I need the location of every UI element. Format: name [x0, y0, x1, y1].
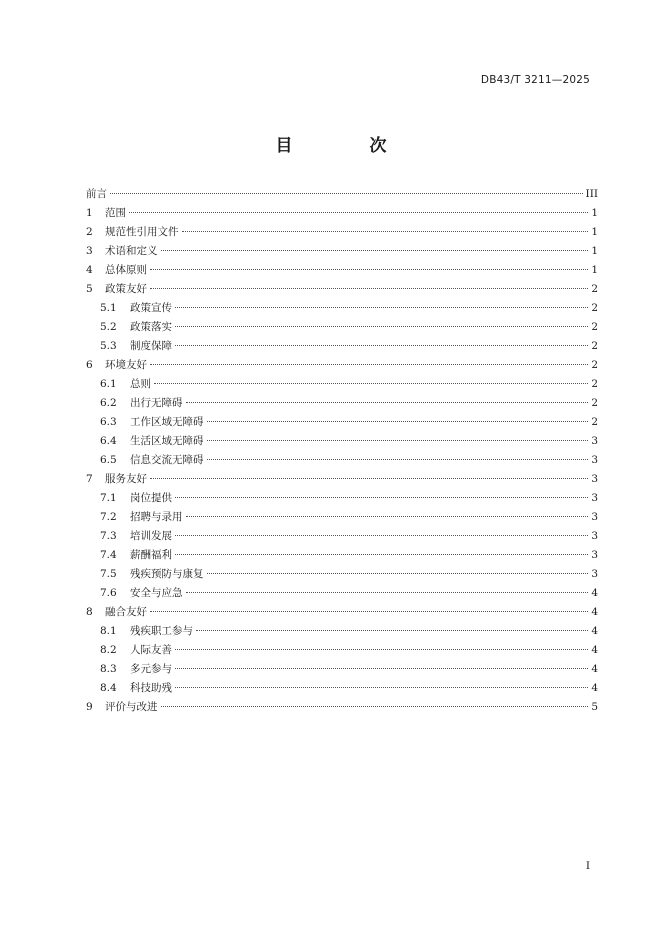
toc-entry-label: 多元参与	[130, 663, 172, 675]
toc-entry-number: 8	[86, 606, 93, 618]
toc-entry-label: 政策宣传	[130, 302, 172, 314]
toc-entry[interactable]	[86, 337, 598, 356]
toc-entry[interactable]	[86, 660, 598, 679]
toc-entry[interactable]	[86, 223, 598, 242]
dot-leader	[207, 458, 589, 460]
dot-leader	[154, 382, 588, 384]
toc-entry-number: 7.3	[100, 530, 117, 542]
toc-entry-number: 1	[86, 207, 93, 219]
dot-leader	[150, 610, 588, 612]
toc-entry[interactable]	[86, 698, 598, 717]
toc-entry-label: 薪酬福利	[130, 549, 172, 561]
page-title: 目 次	[275, 136, 417, 156]
toc-entry-page: 3	[591, 473, 598, 485]
toc-entry[interactable]	[86, 356, 598, 375]
toc-entry-number: 5.2	[100, 321, 117, 333]
toc-entry-page: 2	[591, 340, 598, 352]
toc-entry-page: 4	[591, 663, 598, 675]
table-of-contents	[86, 185, 598, 717]
toc-entry-page: 3	[591, 568, 598, 580]
toc-entry[interactable]	[86, 185, 598, 204]
toc-entry-page: 3	[591, 511, 598, 523]
dot-leader	[207, 420, 589, 422]
toc-entry-number: 5.1	[100, 302, 117, 314]
toc-entry[interactable]	[86, 394, 598, 413]
dot-leader	[175, 553, 588, 555]
toc-entry[interactable]	[86, 261, 598, 280]
toc-entry-page: 2	[591, 378, 598, 390]
toc-entry[interactable]	[86, 565, 598, 584]
toc-entry[interactable]	[86, 204, 598, 223]
toc-entry[interactable]	[86, 318, 598, 337]
toc-entry-page: 1	[591, 207, 598, 219]
toc-entry-number: 8.1	[100, 625, 117, 637]
toc-entry[interactable]	[86, 299, 598, 318]
toc-entry[interactable]	[86, 280, 598, 299]
toc-entry[interactable]	[86, 527, 598, 546]
dot-leader	[150, 268, 588, 270]
toc-entry-number: 5	[86, 283, 93, 295]
dot-leader	[175, 534, 588, 536]
toc-entry-page: 1	[591, 226, 598, 238]
dot-leader	[175, 325, 588, 327]
toc-entry-label: 科技助残	[130, 682, 172, 694]
toc-entry-label: 融合友好	[105, 606, 147, 618]
toc-entry-page: 2	[591, 359, 598, 371]
dot-leader	[175, 686, 588, 688]
dot-leader	[175, 667, 588, 669]
dot-leader	[196, 629, 588, 631]
toc-entry-page: 3	[591, 454, 598, 466]
toc-entry-number: 7.1	[100, 492, 117, 504]
toc-entry-label: 术语和定义	[105, 245, 158, 257]
toc-entry[interactable]	[86, 432, 598, 451]
toc-entry[interactable]	[86, 375, 598, 394]
toc-entry-page: 3	[591, 549, 598, 561]
dot-leader	[161, 249, 589, 251]
toc-entry-label: 评价与改进	[105, 701, 158, 713]
toc-entry-number: 9	[86, 701, 93, 713]
toc-entry-label: 政策友好	[105, 283, 147, 295]
toc-entry-page: 4	[591, 606, 598, 618]
toc-entry-page: 5	[591, 701, 598, 713]
toc-entry-label: 信息交流无障碍	[130, 454, 204, 466]
toc-entry-number: 7	[86, 473, 93, 485]
toc-entry-number: 7.6	[100, 587, 117, 599]
toc-entry-number: 4	[86, 264, 93, 276]
dot-leader	[175, 306, 588, 308]
toc-entry-page: 2	[591, 302, 598, 314]
toc-entry-label: 服务友好	[105, 473, 147, 485]
toc-entry[interactable]	[86, 603, 598, 622]
toc-entry-page: 1	[591, 264, 598, 276]
toc-entry-number: 6.5	[100, 454, 117, 466]
toc-entry-number: 6	[86, 359, 93, 371]
toc-entry-label: 岗位提供	[130, 492, 172, 504]
toc-entry-page: 4	[591, 682, 598, 694]
toc-entry[interactable]	[86, 470, 598, 489]
toc-entry-page: 4	[591, 587, 598, 599]
toc-entry-number: 5.3	[100, 340, 117, 352]
dot-leader	[161, 705, 589, 707]
dot-leader	[207, 439, 589, 441]
toc-entry-number: 6.3	[100, 416, 117, 428]
toc-entry-label: 残疾职工参与	[130, 625, 193, 637]
toc-entry[interactable]	[86, 546, 598, 565]
toc-entry-number: 7.5	[100, 568, 117, 580]
toc-entry-label: 环境友好	[105, 359, 147, 371]
toc-entry-page: 2	[591, 397, 598, 409]
toc-entry-label: 政策落实	[130, 321, 172, 333]
toc-entry-label: 总体原则	[105, 264, 147, 276]
dot-leader	[182, 230, 589, 232]
toc-entry-label: 工作区域无障碍	[130, 416, 204, 428]
toc-entry-label: 总则	[130, 378, 151, 390]
dot-leader	[186, 401, 589, 403]
dot-leader	[110, 192, 583, 194]
toc-entry-page: 2	[591, 321, 598, 333]
document-code: DB43/T 3211—2025	[480, 74, 590, 86]
toc-entry-label: 培训发展	[130, 530, 172, 542]
toc-entry-label: 人际友善	[130, 644, 172, 656]
toc-entry-label: 规范性引用文件	[105, 226, 179, 238]
toc-entry-label: 招聘与录用	[130, 511, 183, 523]
toc-entry-label: 残疾预防与康复	[130, 568, 204, 580]
toc-entry-page: 2	[591, 416, 598, 428]
toc-entry-number: 6.2	[100, 397, 117, 409]
toc-entry-number: 8.4	[100, 682, 117, 694]
toc-entry-page: 4	[591, 644, 598, 656]
dot-leader	[186, 591, 589, 593]
toc-entry-page: 2	[591, 283, 598, 295]
toc-entry-number: 6.4	[100, 435, 117, 447]
toc-entry-number: 8.2	[100, 644, 117, 656]
toc-entry-page: 1	[591, 245, 598, 257]
dot-leader	[150, 287, 588, 289]
toc-entry-page: 3	[591, 492, 598, 504]
page-number: I	[585, 860, 590, 872]
toc-entry-number: 2	[86, 226, 93, 238]
toc-entry-label: 生活区域无障碍	[130, 435, 204, 447]
toc-entry[interactable]	[86, 242, 598, 261]
toc-entry-page: 4	[591, 625, 598, 637]
toc-entry[interactable]	[86, 413, 598, 432]
toc-entry-page: 3	[591, 530, 598, 542]
toc-entry-page: 3	[591, 435, 598, 447]
toc-entry-page: III	[585, 188, 598, 200]
dot-leader	[150, 363, 588, 365]
toc-entry[interactable]	[86, 584, 598, 603]
dot-leader	[186, 515, 589, 517]
toc-entry-label: 安全与应急	[130, 587, 183, 599]
toc-entry[interactable]	[86, 641, 598, 660]
toc-entry-label: 出行无障碍	[130, 397, 183, 409]
dot-leader	[150, 477, 588, 479]
toc-entry[interactable]	[86, 622, 598, 641]
toc-entry-label: 制度保障	[130, 340, 172, 352]
toc-entry-number: 7.2	[100, 511, 117, 523]
dot-leader	[175, 344, 588, 346]
toc-entry-label: 范围	[105, 207, 126, 219]
toc-entry[interactable]	[86, 679, 598, 698]
dot-leader	[129, 211, 588, 213]
toc-entry[interactable]	[86, 451, 598, 470]
toc-entry-label: 前言	[86, 188, 107, 200]
toc-entry-number: 8.3	[100, 663, 117, 675]
dot-leader	[175, 648, 588, 650]
toc-entry-number: 6.1	[100, 378, 117, 390]
dot-leader	[207, 572, 589, 574]
toc-entry-number: 3	[86, 245, 93, 257]
dot-leader	[175, 496, 588, 498]
toc-entry-number: 7.4	[100, 549, 117, 561]
toc-entry[interactable]	[86, 508, 598, 527]
toc-entry[interactable]	[86, 489, 598, 508]
